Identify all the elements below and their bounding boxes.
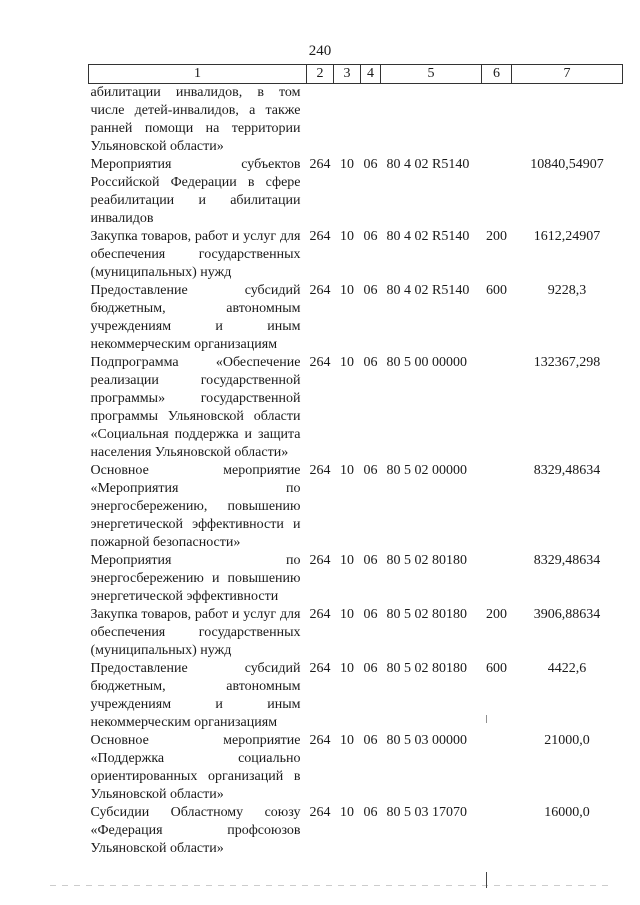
- row-name: Закупка товаров, работ и услуг для обеспечения государственных (муниципальных) нужд: [90, 607, 301, 658]
- row-subsection: 06: [363, 805, 378, 820]
- page-number: 240: [308, 43, 332, 59]
- row-section: 10: [340, 607, 354, 622]
- table-row: [89, 282, 623, 354]
- row-expense-type: 200: [486, 229, 507, 244]
- row-section: 10: [340, 553, 354, 568]
- row-subsection: 06: [363, 733, 378, 748]
- row-subsection: 06: [363, 463, 378, 478]
- header-col-6: 6: [482, 65, 512, 84]
- row-expense-type: [482, 462, 512, 552]
- row-name: Субсидии Областному союзу «Федерация профсоюзов Ульяновской области»: [90, 805, 301, 856]
- row-name: Предоставление субсидий бюджетным, автономным учреждениям и иным некоммерческим организациям: [90, 661, 301, 730]
- table-row: [89, 660, 623, 732]
- row-section: [334, 84, 361, 157]
- row-target-code: 80 5 00 00000: [386, 355, 467, 370]
- header-col-7: 7: [512, 65, 623, 84]
- row-target-code: 80 4 02 R5140: [386, 283, 470, 298]
- row-grbs: 264: [309, 355, 331, 370]
- row-section: 10: [340, 229, 354, 244]
- row-amount: 4422,6: [547, 661, 587, 676]
- budget-table: [88, 64, 623, 858]
- row-grbs: 264: [309, 157, 331, 172]
- row-target-code: 80 5 03 00000: [386, 733, 467, 748]
- table-row: [89, 804, 623, 858]
- row-expense-type: 600: [486, 661, 507, 676]
- row-section: 10: [340, 661, 354, 676]
- header-col-3: 3: [334, 65, 361, 84]
- row-section: 10: [340, 157, 354, 172]
- row-expense-type: [482, 156, 512, 228]
- table-row: [89, 228, 623, 282]
- scan-mark: [486, 715, 487, 723]
- row-expense-type: 200: [486, 607, 507, 622]
- row-target-code: 80 5 02 00000: [386, 463, 467, 478]
- row-section: 10: [340, 733, 354, 748]
- row-grbs: 264: [309, 805, 331, 820]
- row-amount: 3906,88634: [533, 607, 601, 622]
- row-subsection: [361, 84, 381, 157]
- row-grbs: 264: [309, 553, 331, 568]
- row-grbs: 264: [309, 463, 331, 478]
- row-target-code: 80 5 02 80180: [386, 553, 467, 568]
- table-row: [89, 84, 623, 157]
- row-target-code: 80 4 02 R5140: [386, 229, 470, 244]
- scan-mark: [486, 872, 487, 888]
- row-amount: 10840,54907: [530, 157, 604, 172]
- row-expense-type: [482, 804, 512, 858]
- row-grbs: 264: [309, 661, 331, 676]
- table-row: [89, 606, 623, 660]
- row-subsection: 06: [363, 553, 378, 568]
- row-target-code: 80 5 03 17070: [386, 805, 467, 820]
- row-target-code: 80 4 02 R5140: [386, 157, 470, 172]
- row-target-code: [381, 84, 482, 157]
- row-expense-type: [482, 84, 512, 157]
- table-row: [89, 354, 623, 462]
- row-expense-type: [482, 552, 512, 606]
- row-grbs: 264: [309, 733, 331, 748]
- row-amount: 21000,0: [544, 733, 590, 748]
- row-amount: 8329,48634: [533, 463, 601, 478]
- row-subsection: 06: [363, 229, 378, 244]
- row-name: Мероприятия по энергосбережению и повышению энергетической эффективности: [90, 553, 301, 604]
- header-col-1: 1: [89, 65, 307, 84]
- table-row: [89, 732, 623, 804]
- row-amount: 8329,48634: [533, 553, 601, 568]
- row-subsection: 06: [363, 157, 378, 172]
- row-name: Основное мероприятие «Мероприятия по энергосбережению, повышению энергетической эффективности и пожарной безопасности»: [90, 463, 301, 550]
- row-grbs: [307, 84, 334, 157]
- row-subsection: 06: [363, 283, 378, 298]
- row-subsection: 06: [363, 355, 378, 370]
- scan-bottom-edge: [50, 885, 610, 886]
- row-grbs: 264: [309, 607, 331, 622]
- row-subsection: 06: [363, 661, 378, 676]
- row-section: 10: [340, 283, 354, 298]
- header-col-2: 2: [307, 65, 334, 84]
- table-row: [89, 552, 623, 606]
- row-target-code: 80 5 02 80180: [386, 607, 467, 622]
- row-target-code: 80 5 02 80180: [386, 661, 467, 676]
- row-section: 10: [340, 355, 354, 370]
- row-grbs: 264: [309, 283, 331, 298]
- header-col-4: 4: [361, 65, 381, 84]
- row-expense-type: [482, 354, 512, 462]
- table-row: [89, 156, 623, 228]
- row-name: Закупка товаров, работ и услуг для обеспечения государственных (муниципальных) нужд: [90, 229, 301, 280]
- row-name: Предоставление субсидий бюджетным, автономным учреждениям и иным некоммерческим организациям: [90, 283, 301, 352]
- header-col-5: 5: [381, 65, 482, 84]
- row-amount: 132367,298: [533, 355, 601, 370]
- table-row: [89, 462, 623, 552]
- row-name: Мероприятия субъектов Российской Федерации в сфере реабилитации и абилитации инвалидов: [90, 157, 301, 226]
- row-section: 10: [340, 463, 354, 478]
- row-amount: 1612,24907: [533, 229, 601, 244]
- row-expense-type: 600: [486, 283, 507, 298]
- row-expense-type: [482, 732, 512, 804]
- row-section: 10: [340, 805, 354, 820]
- row-subsection: 06: [363, 607, 378, 622]
- row-amount: [512, 84, 623, 157]
- row-grbs: 264: [309, 229, 331, 244]
- row-amount: 16000,0: [544, 805, 590, 820]
- row-name: Подпрограмма «Обеспечение реализации государственной программы» государственной программы Ульяновской области «Социальная поддержка и защита населения Ульяновской области»: [90, 355, 301, 460]
- row-name: Основное мероприятие «Поддержка социально ориентированных организаций в Ульяновской области»: [90, 733, 301, 802]
- table-header-row: [89, 65, 623, 84]
- row-amount: 9228,3: [547, 283, 587, 298]
- row-name: абилитации инвалидов, в том числе детей-инвалидов, а также ранней помощи на территории Ульяновской области»: [90, 85, 301, 154]
